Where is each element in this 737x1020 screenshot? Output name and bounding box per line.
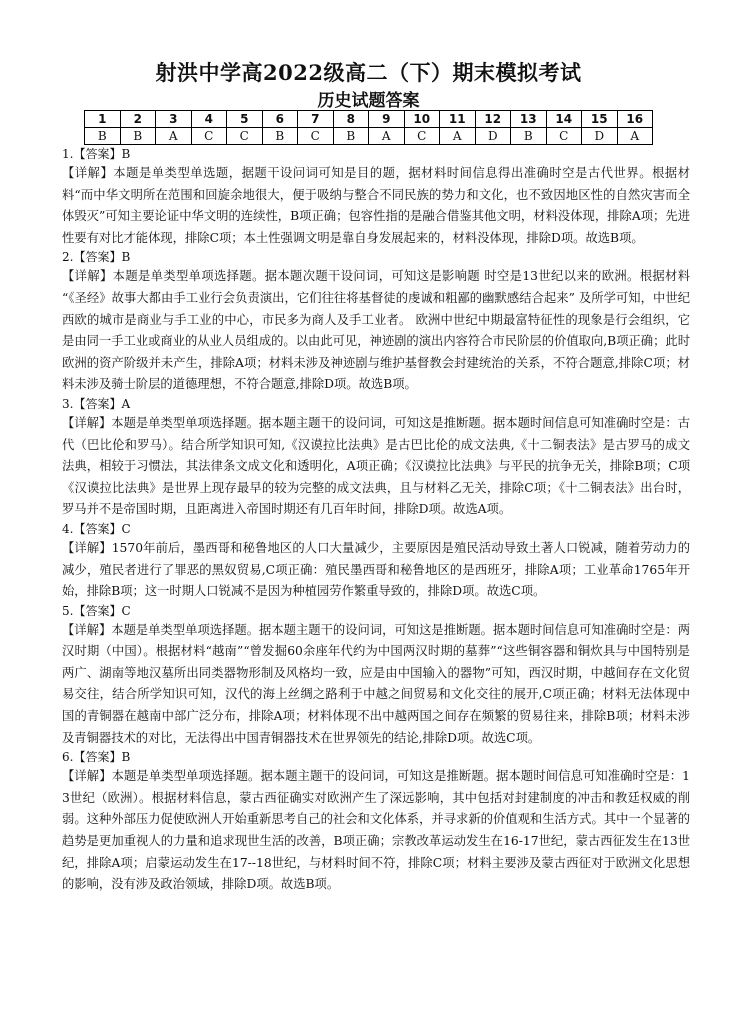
answer-letter-cell: C — [298, 128, 334, 145]
question-number-cell: 12 — [475, 111, 511, 128]
answer-letter-cell: B — [120, 128, 156, 145]
answer-line: 1.【答案】B — [62, 147, 131, 161]
explanation-paragraph: 【详解】本题是单类型单项选择题。据本题主题干的设问词，可知这是推断题。据本题时间信息可知准确时空是：13世纪（欧洲）。根据材料信息，蒙古西征确实对欧洲产生了深远影响，其中包括对封建制度的冲击和教廷权威的削弱。这种外部压力促使欧洲人开始重新思考自己的社会和文化体系，并寻求新的价值观和生活方式。其中一个显著的趋势是更加重视人的力量和追求现世生活的改善，B项正确；宗教改革运动发生在16-17世纪，蒙古西征发生在13世纪，排除A项；启蒙运动发生在17--18世纪，与材料时间不符，排除C项；材料主要涉及蒙古西征对于欧洲文化思想的影响，没有涉及政治领域，排除D项。故选B项。 — [62, 769, 690, 892]
explanation-paragraph: 【详解】本题是单类型单选题，据题干设问词可知是目的题，据材料时间信息得出准确时空是古代世界。根据材料“而中华文明所在范围和回旋余地很大，便于吸纳与整合不同民族的势力和文化，也不致因地区性的自然灾害而全体毁灭”可知主要论证中华文明的连续性，B项正确；包容性指的是融合借鉴其他文明，材料没体现，排除A项；先进性要有对比才能体现，排除C项；本土性强调文明是靠自身发展起来的，材料没体现，排除D项。故选B项。 — [62, 166, 690, 245]
question-number-cell: 13 — [511, 111, 547, 128]
explanations-body — [62, 146, 690, 896]
answer-letter-cell: A — [369, 128, 405, 145]
answer-letter-cell: A — [440, 128, 476, 145]
answer-letter-cell: B — [85, 128, 121, 145]
answer-key-table — [84, 110, 653, 145]
question-number-cell: 10 — [404, 111, 440, 128]
answer-letter-cell: A — [156, 128, 192, 145]
question-number-cell: 16 — [617, 111, 653, 128]
question-block — [62, 603, 690, 750]
question-number-cell: 3 — [156, 111, 192, 128]
explanation-paragraph: 【详解】1570年前后，墨西哥和秘鲁地区的人口大量减少，主要原因是殖民活动导致土著人口锐减，随着劳动力的减少，殖民者进行了罪恶的黑奴贸易,C项正确：殖民墨西哥和秘鲁地区的是西班牙，排除A项；工业革命1765年开始，排除B项；这一时期人口锐减不是因为种植园劳作繁重导致的，排除D项。故选C项。 — [62, 540, 690, 599]
explanation-paragraph: 【详解】本题是单类型单项选择题。据本题主题干的设问词，可知这是推断题。据本题时间信息可知准确时空是：两汉时期（中国）。根据材料“越南”“曾发掘60余座年代约为中国两汉时期的墓葬”“这些铜容器和铜炊具与中国特别是两广、湖南等地汉墓所出同类器物形制及风格均一致，应是由中国输入的器物”可知，西汉时期，中越间存在文化贸易交往，结合所学知识可知，汉代的海上丝绸之路利于中越之间贸易和文化交往的展开,C项正确；材料无法体现中国的青铜器在越南中部广泛分布，排除A项；材料体现不出中越两国之间存在频繁的贸易往来，排除B项；材料未涉及青铜器技术的对比，无法得出中国青铜器技术在世界领先的结论,排除D项。故选C项。 — [62, 622, 690, 745]
question-block — [62, 146, 690, 249]
question-number-cell: 6 — [262, 111, 298, 128]
answer-line: 4.【答案】C — [62, 521, 131, 536]
question-block — [62, 521, 690, 603]
question-number-cell: 14 — [546, 111, 582, 128]
answer-letter-cell: D — [475, 128, 511, 145]
explanation-paragraph: 【详解】本题是单类型单项选择题。据本题次题干设问词，可知这是影响题 时空是13世纪以来的欧洲。根据材料 “《圣经》故事大都由手工业行会负责演出，它们往往将基督徒的虔诚和粗鄙的幽默感结合起来” 及所学可知，中世纪西欧的城市是商业与手工业的中心，市民多为商人及手工业者。 欧洲中世纪中期最富特征性的现象是行会组织，它是由同一手工业或商业的从业人员组成的。以由此可见，神迹剧的演出内容符合市民阶层的价值取向,B项正确；此时欧洲的资产阶级并未产生，排除A项；材料未涉及神迹剧与维护基督教会封建统治的关系，不符合题意,排除C项；材料未涉及骑士阶层的道德理想，不符合题意,排除D项。故选B项。 — [62, 269, 690, 392]
question-block — [62, 249, 690, 396]
answer-letter-cell: C — [546, 128, 582, 145]
answer-letter-cell: D — [582, 128, 618, 145]
answer-letter-cell: C — [191, 128, 227, 145]
exam-subtitle: 历史试题答案 — [317, 91, 420, 111]
answer-letter-cell: B — [511, 128, 547, 145]
question-block — [62, 749, 690, 896]
question-number-cell: 5 — [227, 111, 263, 128]
question-number-cell: 9 — [369, 111, 405, 128]
question-number-cell: 2 — [120, 111, 156, 128]
question-number-cell: 8 — [333, 111, 369, 128]
question-number-cell: 1 — [85, 111, 121, 128]
question-number-row — [85, 111, 653, 128]
answer-letter-cell: C — [404, 128, 440, 145]
question-number-cell: 4 — [191, 111, 227, 128]
question-number-cell: 15 — [582, 111, 618, 128]
exam-title: 射洪中学高2022级高二（下）期末模拟考试 — [155, 60, 582, 85]
answer-letter-cell: A — [617, 128, 653, 145]
answer-line: 3.【答案】A — [62, 396, 131, 411]
question-block — [62, 396, 690, 521]
answer-line: 2.【答案】B — [62, 250, 131, 265]
answer-letter-cell: C — [227, 128, 263, 145]
answer-letter-row — [85, 128, 653, 145]
answer-line: 5.【答案】C — [62, 603, 131, 618]
question-number-cell: 11 — [440, 111, 476, 128]
explanation-paragraph: 【详解】本题是单类型单项选择题。据本题主题干的设问词，可知这是推断题。据本题时间信息可知准确时空是：古代（巴比伦和罗马）。结合所学知识可知,《汉谟拉比法典》是古巴比伦的成文法典,《十二铜表法》是古罗马的成文法典，相较于习惯法，其法律条文成文化和透明化，A项正确；《汉谟拉比法典》与平民的抗争无关，排除B项；C项《汉谟拉比法典》是世界上现存最早的较为完整的成文法典，且与材料乙无关，排除C项；《十二铜表法》出台时，罗马并不是帝国时期，且距离进入帝国时期还有几百年时间，排除D项。故选A项。 — [62, 415, 690, 517]
question-number-cell: 7 — [298, 111, 334, 128]
answer-letter-cell: B — [333, 128, 369, 145]
answer-line: 6.【答案】B — [62, 750, 131, 765]
answer-letter-cell: B — [262, 128, 298, 145]
